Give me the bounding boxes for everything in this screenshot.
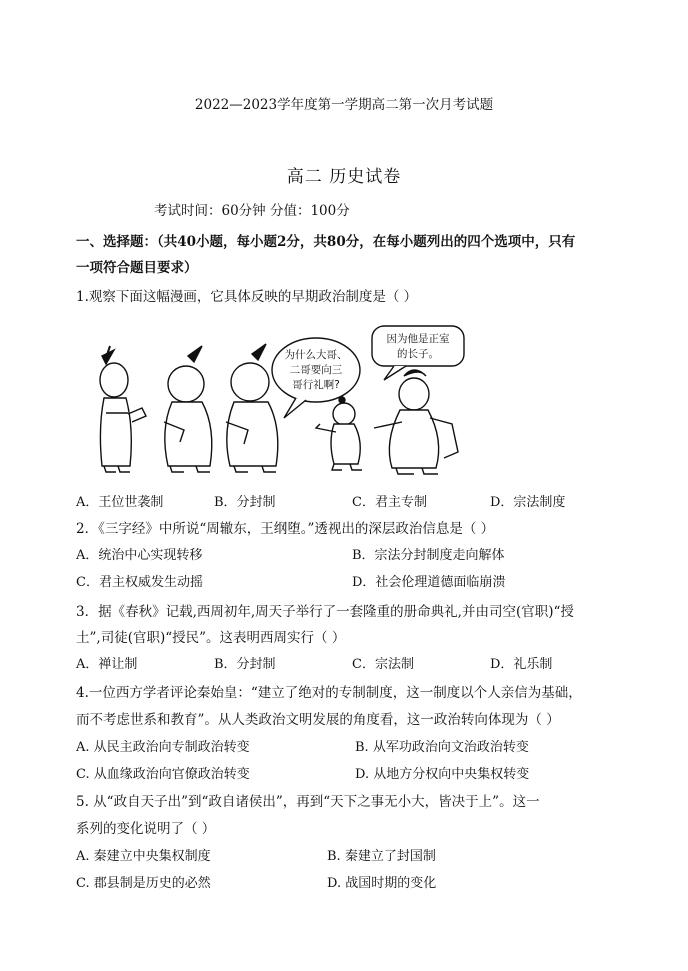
q1-option-a: A．王位世袭制 xyxy=(76,495,164,510)
q2-option-d: D．社会伦理道德面临崩溃 xyxy=(352,575,506,590)
q4-option-a: A. 从民主政治向专制政治转变 xyxy=(76,740,250,755)
question-1-stem: 1.观察下面这幅漫画，它具体反映的早期政治制度是（ ） xyxy=(76,289,418,305)
question-3-stem-line1: 3．据《春秋》记载,西周初年,周天子举行了一套隆重的册命典礼,并由司空(官职)“授 xyxy=(76,604,574,620)
q2-option-b: B．宗法分封制度走向解体 xyxy=(352,548,505,563)
question-2-stem: 2．《三字经》中所说“周辙东，王纲堕。”透视出的深层政治信息是（ ） xyxy=(76,521,495,537)
bubble-left-line3: 哥行礼啊? xyxy=(292,379,340,391)
subject-title: 高二 历史试卷 xyxy=(286,167,402,187)
q4-option-b: B. 从军功政治向文治政治转变 xyxy=(355,740,529,755)
q1-option-d: D．宗法制度 xyxy=(490,495,566,510)
speech-bubble-right xyxy=(372,326,464,366)
question-5-stem-line1: 5. 从“政自天子出”到“政自诸侯出”，再到“天下之事无小大，皆决于上”。这一 xyxy=(76,794,540,810)
q4-option-d: D. 从地方分权向中央集权转变 xyxy=(355,767,530,782)
question-3-stem-line2: 土”,司徒(官职)“授民”。这表明西周实行（ ） xyxy=(76,630,346,646)
q1-option-b: B．分封制 xyxy=(214,495,276,510)
q3-option-b: B．分封制 xyxy=(214,657,276,672)
figure-bowing-2 xyxy=(226,344,278,472)
q5-option-c: C. 郡县制是历史的必然 xyxy=(76,876,211,891)
q4-option-c: C. 从血缘政治向官僚政治转变 xyxy=(76,767,250,782)
figure-eldest xyxy=(100,346,146,472)
q2-option-c: C．君主权威发生动摇 xyxy=(76,575,203,590)
exam-title: 2022—2023学年度第一学期高二第一次月考试题 xyxy=(194,97,494,113)
figure-bowing-1 xyxy=(164,346,212,472)
bubble-left-line1: 为什么大哥、 xyxy=(284,349,348,361)
q3-option-c: C．宗法制 xyxy=(352,657,414,672)
section-heading-line1: 一、选择题：（共40小题，每小题2分，共80分，在每小题列出的四个选项中，只有 xyxy=(76,234,576,250)
cartoon-image xyxy=(84,318,480,478)
bubble-right-line1: 因为他是正室 xyxy=(386,333,450,345)
section-heading-line2: 一项符合题目要求） xyxy=(76,260,198,276)
question-4-stem-line2: 而不考虑世系和教育”。从人类政治文明发展的角度看，这一政治转向体现为（ ） xyxy=(76,712,560,728)
q2-option-a: A．统治中心实现转移 xyxy=(76,548,203,563)
q3-option-a: A．禅让制 xyxy=(76,657,138,672)
q5-option-b: B. 秦建立了封国制 xyxy=(327,849,436,864)
question-5-stem-line2: 系列的变化说明了（ ） xyxy=(76,821,216,837)
bubble-right-line2: 的长子。 xyxy=(397,348,439,360)
q1-option-c: C．君主专制 xyxy=(352,495,427,510)
figure-child xyxy=(316,397,362,470)
q5-option-a: A. 秦建立中央集权制度 xyxy=(76,849,211,864)
q5-option-d: D. 战国时期的变化 xyxy=(327,876,437,891)
bubble-left-line2: 二哥要向三 xyxy=(289,364,343,376)
q3-option-d: D．礼乐制 xyxy=(490,657,553,672)
question-4-stem-line1: 4.一位西方学者评论秦始皇：“建立了绝对的专制制度，这一制度以个人亲信为基础， xyxy=(76,685,582,701)
figure-mother xyxy=(374,370,458,474)
exam-meta: 考试时间：60分钟 分值：100分 xyxy=(154,203,350,219)
